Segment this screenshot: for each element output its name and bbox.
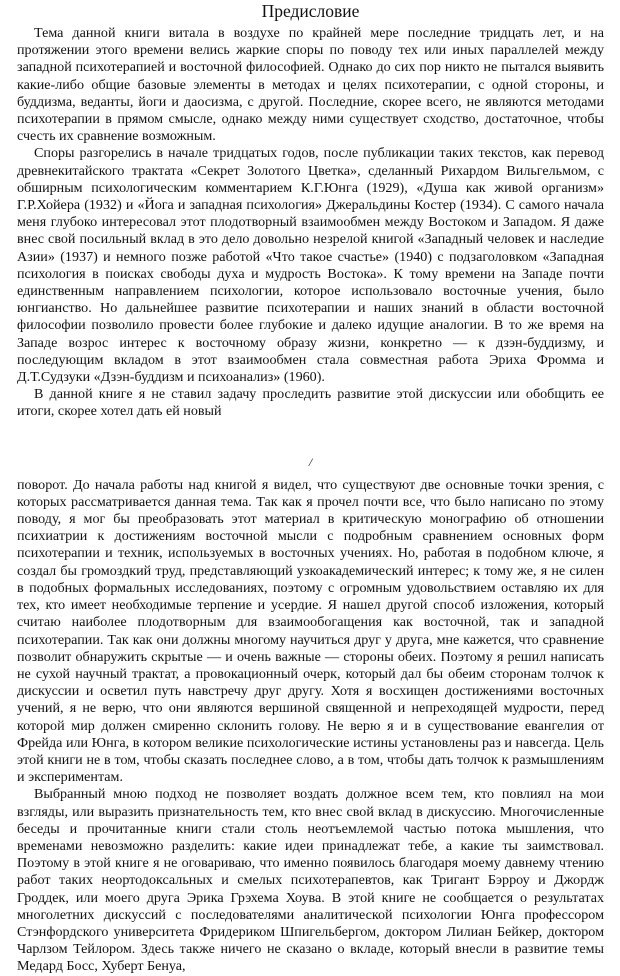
paragraph-5: Выбранный мною подход не позволяет воздать должное всем тем, кто повлиял на мои взгляды, или выразить признательность тем, кто внес свой вклад в дискуссию. Многочисленные беседы и прочитанные книги стали столь неотъемлемой частью потока мышления, что временами невозможно разделить: какие идеи принадлежат тебе, а какие ты заимствовал. Поэтому в этой книге я не оговариваю, что именно появилось благодаря моему давнему чтению работ таких неортодоксальных и смелых психотерапевтов, как Тригант Бэрроу и Джордж Гроддек, или моего друга Эрика Грэхема Хоува. В этой книге не сообщается о результатах многолетних дискуссий с последователями аналитической психологии Юнга профессором Стэнфордского университета Фридериком Шпигельбергом, доктором Лилиан Бейкер, доктором Чарлзом Тейлором. Здесь также ничего не сказано о вкладе, который внесли в развитие темы Медард Босс, Хуберт Бенуа, xyxy=(17,786,604,975)
page-break-mark: / xyxy=(308,454,313,469)
page-title: Предисловие xyxy=(261,1,360,21)
paragraph-1: Тема данной книги витала в воздухе по крайней мере последние тридцать лет, и на протяжении этого времени велись жаркие споры по поводу тех или иных параллелей между западной психотерапией и восточной философией. Однако до сих пор никто не пытался выявить какие-либо общие базовые элементы в методах и целях психотерапии, с одной стороны, и буддизма, веданты, йоги и даосизма, с другой. Последние, скорее всего, не являются методами психотерапии в прямом смысле, однако между ними существует сходство, достаточное, чтобы счесть их сравнение возможным. xyxy=(17,25,604,145)
paragraph-2: Споры разгорелись в начале тридцатых годов, после публикации таких текстов, как перевод древнекитайского трактата «Секрет Золотого Цветка», сделанный Рихардом Вильгельмом, с обширным психологическим комментарием К.Г.Юнга (1929), «Душа как живой организм» Г.Р.Хойера (1932) и «Йога и западная психология» Джеральдины Костер (1934). С самого начала меня глубоко интересовал этот плодотворный взаимообмен между Востоком и Западом. Я даже внес свой посильный вклад в это дело довольно незрелой книгой «Западный человек и наследие Азии» (1937) и немного позже работой «Что такое счастье» (1940) с подзаголовком «Западная психология в поисках свободы духа и мудрость Востока». К тому времени на Западе почти единственным направлением психологии, которое использовало восточные учения, было юнгианство. Но дальнейшее развитие психотерапии и наших знаний в области восточной философии позволило провести более глубокие и далеко идущие аналогии. В то же время на Западе возрос интерес к восточному образу жизни, конкретно — к дзэн-буддизму, и последующим вкладом в этот взаимообмен стала совместная работа Эриха Фромма и Д.Т.Судзуки «Дзэн-буддизм и психоанализ» (1960). xyxy=(17,145,604,386)
paragraph-4: поворот. До начала работы над книгой я видел, что существуют две основные точки зрения, с которых рассматривается данная тема. Так как я прочел почти все, что было написано по этому поводу, я мог бы преобразовать этот материал в критическую монографию об отношении психиатрии к достижениям восточной мысли с подробным сравнением основных форм психотерапии и техник, используемых в восточных учениях. Но, работая в подобном ключе, я создал бы громоздкий труд, представляющий узкоакадемический интерес; к тому же, я не силен в подобных формальных исследованиях, поэтому с огромным удовольствием оставляю их для тех, кто имеет необходимые терпение и усердие. Я нашел другой способ изложения, который считаю наиболее плодотворным для взаимообогащения как восточной, так и западной психотерапии. Так как они должны многому научиться друг у друга, мне кажется, что сравнение позволит обнаружить скрытые — и очень важные — стороны обеих. Поэтому я решил написать не сухой научный трактат, а провокационный очерк, который дал бы обеим сторонам толчок к дискуссии и осветил путь навстречу друг другу. Хотя я восхищен достижениями восточных учений, я не верю, что они являются вершиной священной и непреходящей мудрости, перед которой мир должен смиренно склонить голову. Не верю я и в существование евангелия от Фрейда или Юнга, в котором великие психологические истины установлены раз и навсегда. Цель этой книги не в том, чтобы сказать последнее слово, а в том, чтобы дать толчок к размышлениям и экспериментам. xyxy=(17,476,604,786)
paragraph-3: В данной книге я не ставил задачу проследить развитие этой дискуссии или обобщить ее итоги, скорее хотел дать ей новый xyxy=(17,386,604,420)
